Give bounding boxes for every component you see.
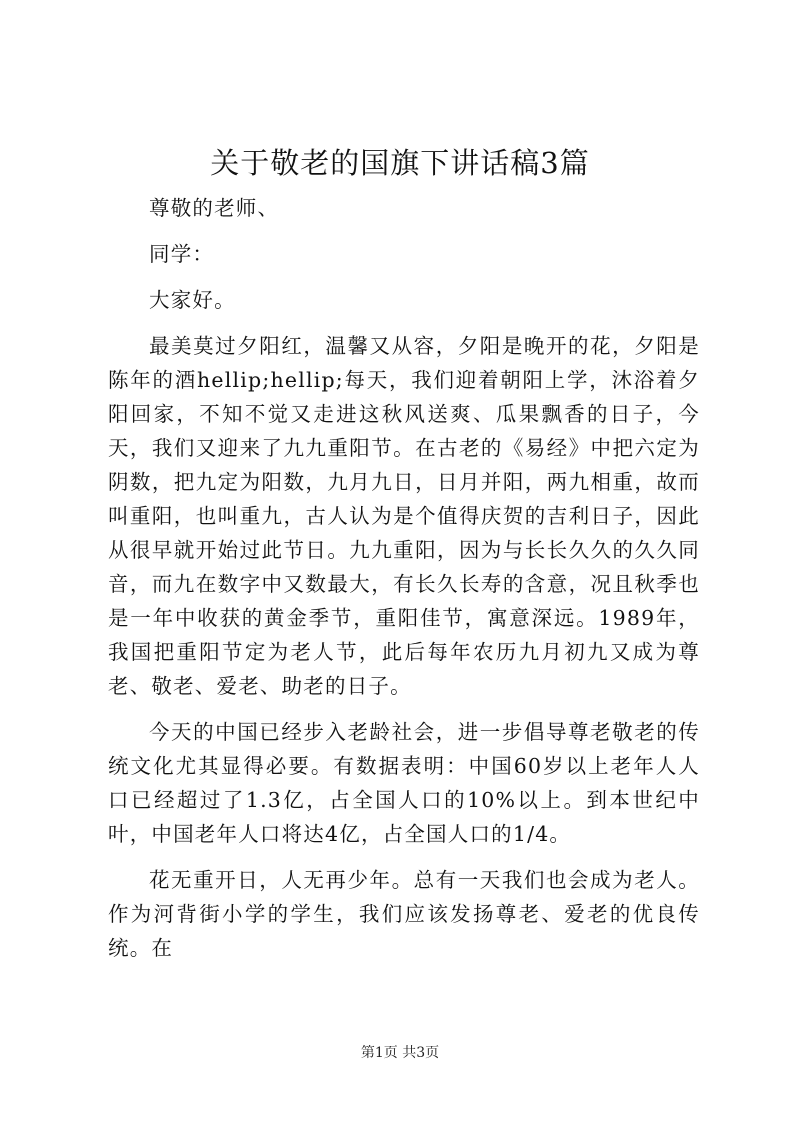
page-number-footer: 第1页 共3页 bbox=[360, 1045, 440, 1061]
document-body bbox=[108, 191, 700, 965]
body-paragraph: 最美莫过夕阳红，温馨又从容，夕阳是晚开的花，夕阳是陈年的酒hellip;hellip;每天，我们迎着朝阳上学，沐浴着夕阳回家，不知不觉又走进这秋风送爽、瓜果飘香的日子，今天，我们又迎来了九九重阳节。在古老的《易经》中把六定为阴数，把九定为阳数，九月九日，日月并阳，两九相重，故而叫重阳，也叫重九，古人认为是个值得庆贺的吉利日子，因此从很早就开始过此节日。九九重阳，因为与长长久久的久久同音，而九在数字中又数最大，有长久长寿的含意，况且秋季也是一年中收获的黄金季节，重阳佳节，寓意深远。1989年，我国把重阳节定为老人节，此后每年农历九月初九又成为尊老、敬老、爱老、助老的日子。 bbox=[108, 334, 700, 698]
salutation-line: 同学： bbox=[149, 242, 215, 266]
salutation-line: 尊敬的老师、 bbox=[149, 196, 280, 220]
body-paragraph: 今天的中国已经步入老龄社会，进一步倡导尊老敬老的传统文化尤其显得必要。有数据表明：中国60岁以上老年人人口已经超过了1.3亿，占全国人口的10%以上。到本世纪中叶，中国老年人口将达4亿，占全国人口的1/4。 bbox=[108, 720, 700, 846]
greeting-line: 大家好。 bbox=[149, 288, 236, 312]
body-paragraph: 花无重开日，人无再少年。总有一天我们也会成为老人。作为河背街小学的学生，我们应该发扬尊老、爱老的优良传统。在 bbox=[108, 868, 700, 960]
document-title: 关于敬老的国旗下讲话稿3篇 bbox=[210, 146, 590, 180]
